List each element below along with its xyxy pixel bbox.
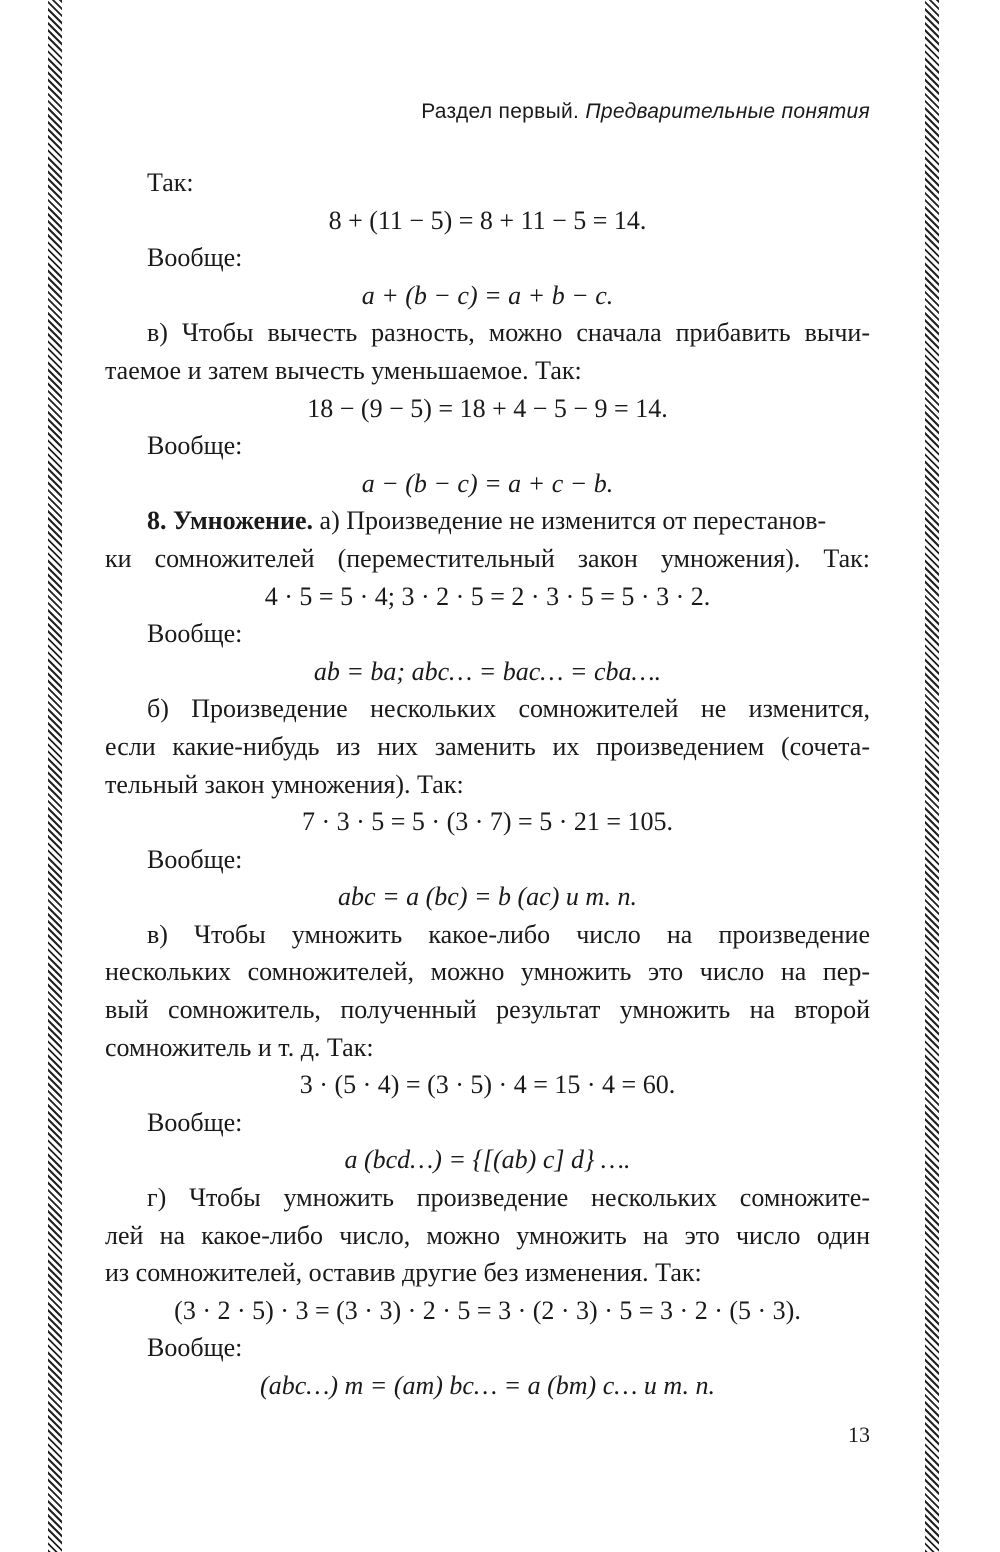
text-line: Вообще: (147, 1107, 243, 1137)
paragraph-line: сомножитель и т. д. Так: (105, 1032, 374, 1062)
decorative-border-right (925, 0, 939, 1552)
header-subtitle: Предварительные понятия (585, 100, 870, 123)
formula-line: (abc…) m = (am) bc… = a (bm) c… и т. п. (260, 1371, 715, 1400)
formula-line: 18 − (9 − 5) = 18 + 4 − 5 − 9 = 14. (307, 393, 668, 423)
paragraph-line: в) Чтобы умножить какое-либо число на произведение (147, 919, 870, 949)
paragraph-line: б) Произведение нескольких сомножителей не изменится, (147, 694, 870, 724)
formula-line: a + (b − c) = a + b − c. (361, 280, 614, 310)
paragraph-line: г) Чтобы умножить произведение нескольких сомножите- (147, 1183, 870, 1213)
decorative-border-left (48, 0, 62, 1552)
page-number: 13 (848, 1422, 870, 1447)
text-line: Вообще: (147, 1333, 243, 1363)
formula-line: a (bcd…) = {[(ab) c] d} …. (344, 1145, 631, 1175)
formula-line: abc = a (bc) = b (ac) и т. п. (338, 882, 637, 912)
paragraph-line: тельный закон умножения). Так: (105, 769, 464, 799)
paragraph-text: а) Произведение не изменится от перестанов- (313, 506, 827, 536)
section-heading: 8. Умножение. (147, 506, 314, 536)
text-line: Вообще: (147, 243, 243, 273)
page-body (105, 164, 870, 1405)
formula-line: ab = ba; abc… = bac… = cba…. (313, 656, 662, 686)
formula-line: 4 · 5 = 5 · 4; 3 · 2 · 5 = 2 · 3 · 5 = 5 · 3 · 2. (264, 581, 711, 611)
paragraph-line: в) Чтобы вычесть разность, можно сначала прибавить вычи- (147, 318, 870, 348)
paragraph-line: таемое и затем вычесть уменьшаемое. Так: (105, 355, 582, 385)
formula-line: (3 · 2 · 5) · 3 = (3 · 3) · 2 · 5 = 3 · (2 · 3) · 5 = 3 · 2 · (5 · 3). (174, 1295, 801, 1325)
paragraph-line: вый сомножитель, полученный результат умножить на второй (105, 995, 870, 1025)
paragraph-line: из сомножителей, оставив другие без изменения. Так: (105, 1258, 702, 1288)
formula-line: a − (b − c) = a + c − b. (361, 468, 614, 498)
running-header (105, 100, 870, 124)
formula-line: 8 + (11 − 5) = 8 + 11 − 5 = 14. (328, 205, 647, 235)
text-line: Так: (147, 168, 194, 197)
paragraph-line: если какие-нибудь из них заменить их произведением (сочета- (105, 731, 870, 761)
header-section: Раздел первый. (421, 100, 580, 123)
text-line: Вообще: (147, 619, 243, 649)
formula-line: 3 · (5 · 4) = (3 · 5) · 4 = 15 · 4 = 60. (299, 1070, 676, 1100)
paragraph-line: нескольких сомножителей, можно умножить это число на пер- (105, 957, 870, 987)
formula-line: 7 · 3 · 5 = 5 · (3 · 7) = 5 · 21 = 105. (301, 807, 674, 837)
paragraph-line: ки сомножителей (переместительный закон умножения). Так: (105, 543, 870, 573)
text-line: Вообще: (147, 844, 243, 874)
text-line: Вообще: (147, 431, 243, 461)
paragraph-line: лей на какое-либо число, можно умножить на это число один (105, 1220, 870, 1250)
paragraph-line (105, 502, 870, 540)
